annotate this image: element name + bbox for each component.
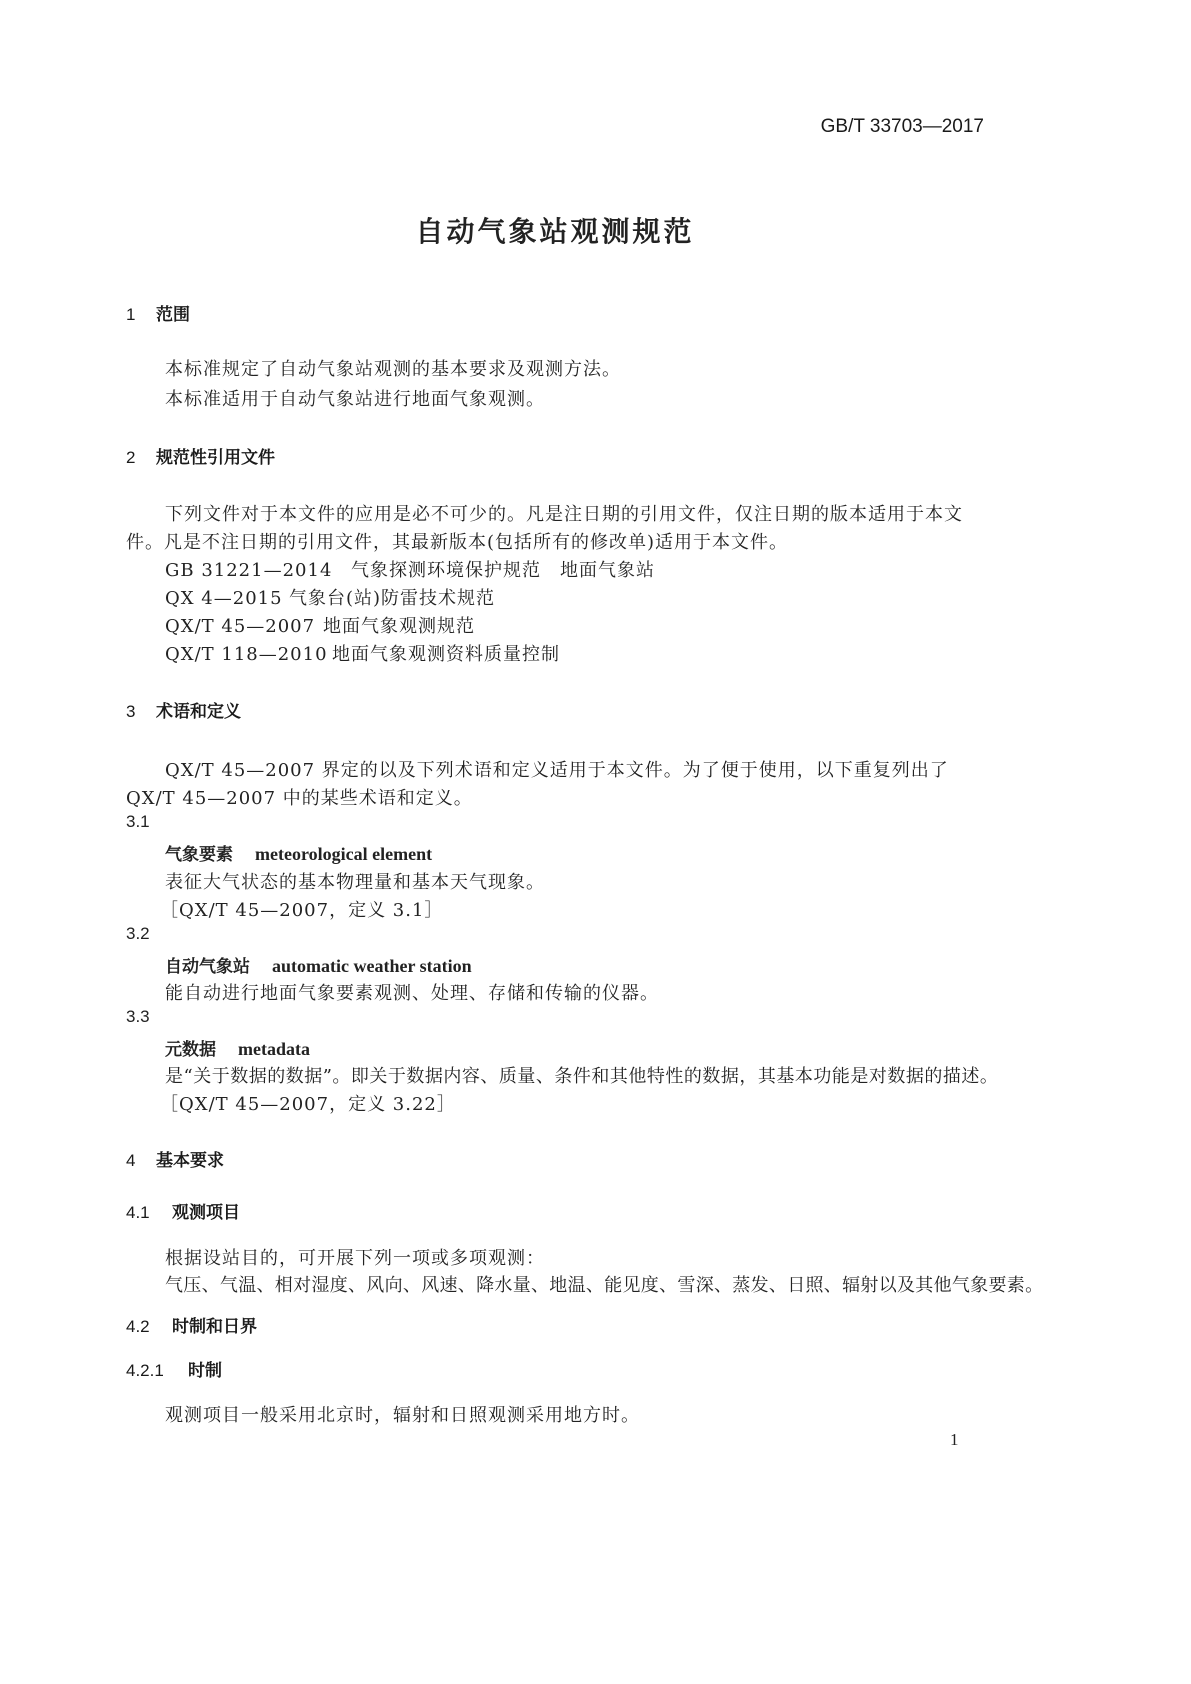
- section-2-intro-line-1: 下列文件对于本文件的应用是必不可少的。凡是注日期的引用文件，仅注日期的版本适用于本文: [165, 504, 963, 525]
- section-4-2-1-title: 时制: [188, 1361, 222, 1381]
- term-definition: 是“关于数据的数据”。即关于数据内容、质量、条件和其他特性的数据，其基本功能是对数据的描述。: [165, 1066, 999, 1087]
- section-4-number: 4: [126, 1151, 136, 1170]
- reference-code: QX/T 118—2010: [165, 644, 328, 665]
- reference-item: [165, 556, 655, 582]
- section-4-1-line-2: 气压、气温、相对湿度、风向、风速、降水量、地温、能见度、雪深、蒸发、日照、辐射以及其他气象要素。: [165, 1275, 1044, 1296]
- reference-title: 地面气象观测规范: [323, 616, 475, 637]
- reference-title: 气象探测环境保护规范 地面气象站: [351, 560, 655, 581]
- section-2-intro-line-2: 件。凡是不注日期的引用文件，其最新版本(包括所有的修改单)适用于本文件。: [126, 532, 789, 553]
- section-3-heading: [126, 697, 241, 722]
- section-4-1-number: 4.1: [126, 1203, 150, 1222]
- term-heading: [165, 952, 472, 977]
- section-4-2-title: 时制和日界: [172, 1317, 257, 1337]
- term-number: 3.3: [126, 1007, 150, 1026]
- reference-item: [165, 584, 495, 610]
- section-2-number: 2: [126, 448, 136, 467]
- term-number: 3.2: [126, 924, 150, 943]
- document-title: 自动气象站观测规范: [415, 215, 695, 248]
- section-4-2-1-number: 4.2.1: [126, 1361, 164, 1380]
- section-4-1-heading: [126, 1198, 240, 1223]
- section-3-intro-line-2: QX/T 45—2007 中的某些术语和定义。: [126, 788, 473, 809]
- section-4-title: 基本要求: [156, 1151, 224, 1171]
- section-1-paragraph-1: 本标准规定了自动气象站观测的基本要求及观测方法。: [165, 359, 621, 380]
- section-1-heading: [126, 300, 190, 325]
- term-chinese: 自动气象站: [165, 957, 250, 977]
- section-2-heading: [126, 443, 275, 468]
- term-heading: [165, 1035, 310, 1060]
- section-2-title: 规范性引用文件: [156, 448, 275, 468]
- term-chinese: 气象要素: [165, 845, 233, 865]
- term-chinese: 元数据: [165, 1040, 216, 1060]
- term-english: meteorological element: [255, 844, 433, 864]
- reference-code: QX/T 45—2007: [165, 616, 316, 637]
- section-4-heading: [126, 1146, 224, 1171]
- reference-item: [165, 612, 475, 638]
- term-definition: 能自动进行地面气象要素观测、处理、存储和传输的仪器。: [165, 983, 659, 1004]
- section-1-paragraph-2: 本标准适用于自动气象站进行地面气象观测。: [165, 389, 545, 410]
- reference-title: 地面气象观测资料质量控制: [332, 644, 560, 665]
- section-4-2-heading: [126, 1312, 257, 1337]
- section-3-title: 术语和定义: [156, 702, 241, 722]
- section-4-1-title: 观测项目: [172, 1203, 240, 1223]
- page-number: 1: [950, 1430, 959, 1449]
- standard-number: GB/T 33703—2017: [820, 116, 984, 137]
- reference-code: QX 4—2015: [165, 588, 283, 609]
- reference-title: 气象台(站)防雷技术规范: [289, 588, 496, 609]
- term-english: metadata: [238, 1039, 310, 1059]
- term-definition: 表征大气状态的基本物理量和基本天气现象。: [165, 872, 545, 893]
- term-heading: [165, 840, 432, 865]
- section-1-title: 范围: [156, 305, 190, 325]
- reference-code: GB 31221—2014: [165, 560, 333, 581]
- term-english: automatic weather station: [272, 956, 472, 976]
- section-4-1-line-1: 根据设站目的，可开展下列一项或多项观测：: [165, 1248, 545, 1269]
- section-1-number: 1: [126, 305, 136, 324]
- section-3-number: 3: [126, 702, 136, 721]
- section-3-intro-line-1: QX/T 45—2007 界定的以及下列术语和定义适用于本文件。为了便于使用，以下重复列出了: [165, 760, 949, 781]
- section-4-2-number: 4.2: [126, 1317, 150, 1336]
- section-4-2-1-heading: [126, 1356, 222, 1381]
- term-source: ［QX/T 45—2007，定义 3.22］: [160, 1094, 456, 1115]
- term-number: 3.1: [126, 812, 150, 831]
- term-source: ［QX/T 45—2007，定义 3.1］: [160, 900, 444, 921]
- reference-item: [165, 640, 560, 666]
- section-4-2-1-line-1: 观测项目一般采用北京时，辐射和日照观测采用地方时。: [165, 1405, 640, 1426]
